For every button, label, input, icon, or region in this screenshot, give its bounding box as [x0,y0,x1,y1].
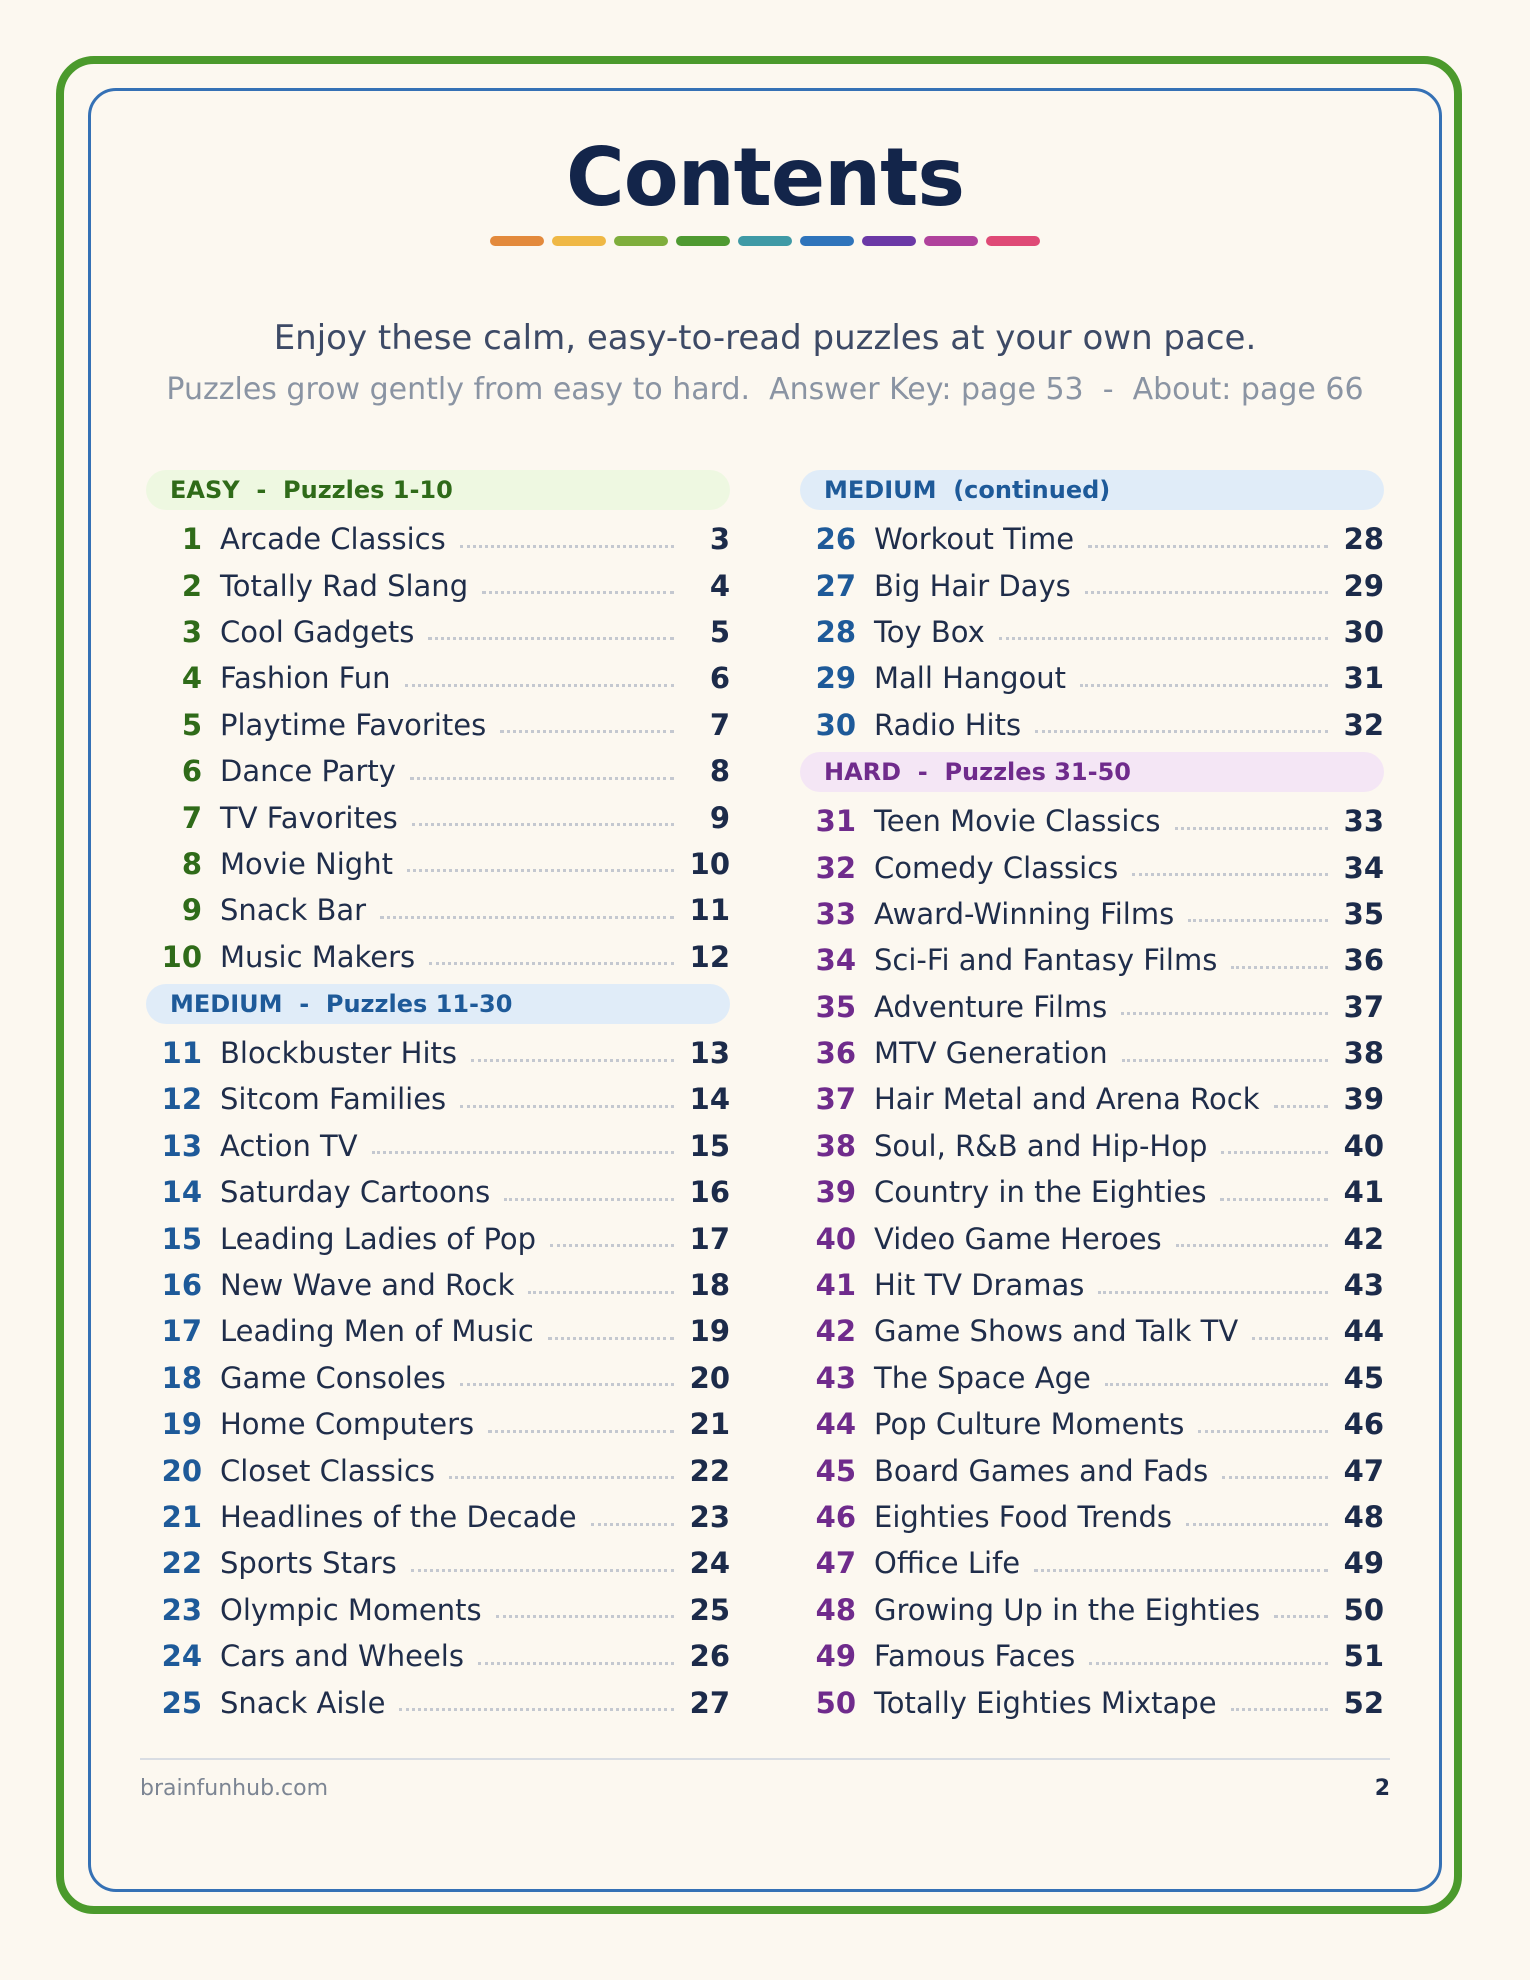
puzzle-number: 20 [161,1453,202,1488]
contents-column-left [146,470,730,1726]
page-number: 10 [689,846,730,881]
toc-entry[interactable] [800,1679,1384,1725]
page-number: 38 [1343,1036,1384,1071]
page-number: 26 [689,1639,730,1674]
dot-leader [399,1708,674,1711]
puzzle-title: MTV Generation [874,1036,1108,1071]
puzzle-title: Leading Ladies of Pop [220,1221,537,1256]
puzzle-number: 13 [161,1128,202,1163]
puzzle-number: 32 [815,850,856,885]
puzzle-title: Office Life [874,1546,1021,1581]
toc-entry[interactable] [146,1401,730,1447]
toc-entry[interactable] [146,1076,730,1122]
page-number: 30 [1343,614,1384,649]
puzzle-title: Closet Classics [220,1453,435,1488]
puzzle-title: Famous Faces [874,1639,1076,1674]
puzzle-number: 21 [161,1500,202,1534]
intro-subline: Puzzles grow gently from easy to hard. Answer Key: page 53 - About: page 66 [166,372,1364,407]
dot-leader [1231,1708,1328,1711]
puzzle-title: Fashion Fun [220,661,391,696]
toc-entry[interactable] [800,1494,1384,1540]
page-number: 22 [689,1453,730,1488]
page-number: 12 [689,939,730,974]
toc-entry[interactable] [800,937,1384,983]
puzzle-title: Adventure Films [874,989,1108,1024]
toc-entry[interactable] [800,844,1384,890]
dot-leader [405,684,674,687]
dot-leader [528,1291,674,1294]
puzzle-title: Sitcom Families [220,1082,447,1117]
page-number: 51 [1343,1639,1384,1674]
puzzle-title: Music Makers [220,939,416,974]
puzzle-number: 14 [161,1175,202,1210]
puzzle-number: 50 [815,1685,856,1720]
toc-entry[interactable] [800,1540,1384,1586]
page-number: 16 [689,1175,730,1210]
page-number: 39 [1343,1082,1384,1117]
dot-leader [1085,591,1328,594]
toc-entry[interactable] [146,794,730,840]
puzzle-number: 38 [815,1128,856,1163]
page-number: 4 [709,568,730,603]
toc-entry[interactable] [800,1355,1384,1401]
page-number: 35 [1343,896,1384,931]
footer-page-number: 2 [1374,1776,1390,1801]
puzzle-title: Blockbuster Hits [220,1036,458,1071]
toc-entry[interactable] [146,1587,730,1633]
puzzle-title: Game Shows and Talk TV [874,1314,1239,1349]
puzzle-title: Sports Stars [220,1546,397,1581]
puzzle-title: Game Consoles [220,1360,446,1395]
puzzle-title: Soul, R&B and Hip-Hop [874,1128,1208,1163]
toc-entry[interactable] [800,1030,1384,1076]
dot-leader [407,869,674,872]
toc-entry[interactable] [146,516,730,562]
page-number: 42 [1343,1221,1384,1256]
puzzle-number: 15 [161,1221,202,1256]
page-number: 13 [689,1036,730,1071]
toc-entry[interactable] [146,655,730,701]
page-number: 36 [1343,943,1384,978]
dot-leader [380,916,674,919]
puzzle-title: Teen Movie Classics [874,804,1161,839]
dot-leader [1198,1430,1328,1433]
puzzle-title: Board Games and Fads [874,1453,1209,1488]
dot-leader [1175,827,1328,830]
section-header-medium-continued: MEDIUM (continued) [800,470,1384,510]
dot-leader [1274,1105,1329,1108]
toc-entry[interactable] [800,1308,1384,1354]
puzzle-title: Home Computers [220,1407,475,1442]
dot-leader [1274,1615,1328,1618]
page-number: 29 [1343,568,1384,603]
page-number: 48 [1343,1500,1384,1534]
toc-entry[interactable] [800,516,1384,562]
puzzle-number: 30 [815,707,856,742]
dot-leader [1222,1476,1328,1479]
dot-leader [460,1105,674,1108]
toc-entry[interactable] [146,1169,730,1215]
dot-leader [372,1151,674,1154]
toc-entry[interactable] [146,841,730,887]
color-swatch [924,236,978,246]
page-number: 44 [1343,1314,1384,1349]
toc-entry[interactable] [146,1262,730,1308]
hard-list [800,798,1384,1726]
medium-list-continued [800,516,1384,748]
dot-leader [1188,919,1328,922]
intro-text: Enjoy these calm, easy-to-read puzzles at your own pace. [273,318,1257,358]
puzzle-number: 34 [815,943,856,978]
puzzle-number: 17 [161,1314,202,1349]
dot-leader [1231,966,1328,969]
puzzle-title: Leading Men of Music [220,1314,534,1349]
dot-leader [1122,1059,1328,1062]
medium-list [146,1030,730,1726]
puzzle-title: Radio Hits [874,707,1022,742]
puzzle-number: 36 [815,1036,856,1071]
puzzle-title: Sci-Fi and Fantasy Films [874,943,1218,978]
dot-leader [548,1337,674,1340]
puzzle-title: Award-Winning Films [874,896,1175,931]
page-number: 8 [709,754,730,789]
puzzle-number: 41 [815,1268,856,1303]
toc-entry[interactable] [800,562,1384,608]
rainbow-divider [490,236,1040,246]
puzzle-number: 12 [161,1082,202,1117]
page-number: 24 [689,1546,730,1581]
page-number: 23 [689,1500,730,1534]
puzzle-title: Comedy Classics [874,850,1119,885]
dot-leader [410,777,674,780]
puzzle-number: 44 [815,1407,856,1442]
color-swatch [800,236,854,246]
page-number: 11 [689,893,730,928]
puzzle-number: 19 [161,1407,202,1442]
puzzle-number: 4 [181,661,202,696]
puzzle-title: New Wave and Rock [220,1268,515,1303]
toc-entry[interactable] [800,1587,1384,1633]
page-number: 34 [1343,850,1384,885]
dot-leader [1105,1383,1328,1386]
dot-leader [504,1198,674,1201]
toc-entry[interactable] [146,1540,730,1586]
puzzle-number: 39 [815,1175,856,1210]
puzzle-title: The Space Age [874,1360,1091,1395]
puzzle-number: 7 [181,800,202,835]
puzzle-title: Hair Metal and Arena Rock [874,1082,1260,1117]
page-number: 47 [1343,1453,1384,1488]
toc-entry[interactable] [146,609,730,655]
color-swatch [738,236,792,246]
puzzle-number: 18 [161,1360,202,1395]
page-number: 3 [709,522,730,557]
dot-leader [460,1383,674,1386]
page-number: 27 [689,1685,730,1720]
puzzle-number: 6 [181,754,202,789]
puzzle-number: 27 [815,568,856,603]
toc-entry[interactable] [800,1169,1384,1215]
toc-entry[interactable] [800,655,1384,701]
page-number: 37 [1343,989,1384,1024]
dot-leader [1221,1151,1328,1154]
page-number: 18 [689,1268,730,1303]
page-number: 6 [709,661,730,696]
page-number: 7 [709,707,730,742]
dot-leader [488,1430,674,1433]
puzzle-title: Mall Hangout [874,661,1066,696]
puzzle-title: Toy Box [874,614,985,649]
dot-leader [460,545,674,548]
dot-leader [1176,1244,1328,1247]
dot-leader [550,1244,674,1247]
puzzle-number: 31 [815,804,856,839]
page-number: 15 [689,1128,730,1163]
puzzle-number: 29 [815,661,856,696]
dot-leader [591,1523,674,1526]
page-number: 32 [1343,707,1384,742]
page-number: 50 [1343,1592,1384,1627]
dot-leader [429,962,674,965]
puzzle-number: 22 [161,1546,202,1581]
toc-entry[interactable] [146,702,730,748]
dot-leader [482,591,674,594]
dot-leader [449,1476,674,1479]
puzzle-number: 47 [815,1546,856,1581]
dot-leader [412,823,674,826]
toc-entry[interactable] [800,1123,1384,1169]
toc-entry[interactable] [800,1401,1384,1447]
puzzle-number: 25 [161,1685,202,1720]
toc-entry[interactable] [146,934,730,980]
dot-leader [496,1615,674,1618]
toc-entry[interactable] [800,891,1384,937]
dot-leader [411,1569,674,1572]
page-number: 19 [689,1314,730,1349]
toc-entry[interactable] [146,1308,730,1354]
color-swatch [614,236,668,246]
page-number: 40 [1343,1128,1384,1163]
puzzle-title: Workout Time [874,522,1075,557]
puzzle-number: 42 [815,1314,856,1349]
toc-entry[interactable] [146,1215,730,1261]
puzzle-number: 48 [815,1592,856,1627]
page-number: 25 [689,1592,730,1627]
dot-leader [500,730,674,733]
puzzle-number: 43 [815,1360,856,1395]
puzzle-number: 26 [815,522,856,557]
puzzle-title: Olympic Moments [220,1592,482,1627]
toc-entry[interactable] [146,887,730,933]
section-header-easy: EASY - Puzzles 1-10 [146,470,730,510]
footer-site: brainfunhub.com [140,1776,329,1801]
page-number: 41 [1343,1175,1384,1210]
color-swatch [490,236,544,246]
dot-leader [1034,1569,1328,1572]
puzzle-number: 24 [161,1639,202,1674]
page-number: 20 [689,1360,730,1395]
puzzle-title: Eighties Food Trends [874,1500,1173,1534]
toc-entry[interactable] [146,1494,730,1540]
page-number: 46 [1343,1407,1384,1442]
puzzle-title: Arcade Classics [220,522,446,557]
puzzle-title: Big Hair Days [874,568,1071,603]
page-number: 49 [1343,1546,1384,1581]
toc-entry[interactable] [146,562,730,608]
dot-leader [1132,873,1328,876]
page-number: 43 [1343,1268,1384,1303]
puzzle-number: 49 [815,1639,856,1674]
puzzle-number: 2 [181,568,202,603]
puzzle-number: 37 [815,1082,856,1117]
toc-entry[interactable] [146,1633,730,1679]
puzzle-title: Hit TV Dramas [874,1268,1085,1303]
page-number: 31 [1343,661,1384,696]
toc-entry[interactable] [146,1679,730,1725]
puzzle-number: 11 [161,1036,202,1071]
toc-entry[interactable] [800,1076,1384,1122]
puzzle-title: Pop Culture Moments [874,1407,1185,1442]
page-number: 9 [709,800,730,835]
dot-leader [1098,1291,1328,1294]
puzzle-title: Dance Party [220,754,396,789]
easy-list [146,516,730,980]
toc-entry[interactable] [146,1447,730,1493]
dot-leader [478,1662,674,1665]
puzzle-title: Cars and Wheels [220,1639,464,1674]
page-number: 52 [1343,1685,1384,1720]
toc-entry[interactable] [800,1215,1384,1261]
toc-entry[interactable] [146,1030,730,1076]
puzzle-title: Action TV [220,1128,358,1163]
puzzle-number: 28 [815,614,856,649]
puzzle-title: Saturday Cartoons [220,1175,491,1210]
dot-leader [1121,1012,1328,1015]
toc-entry[interactable] [146,1355,730,1401]
puzzle-title: Snack Aisle [220,1685,386,1720]
section-header-hard: HARD - Puzzles 31-50 [800,752,1384,792]
puzzle-number: 8 [181,846,202,881]
puzzle-title: Totally Eighties Mixtape [874,1685,1217,1720]
dot-leader [1186,1523,1328,1526]
dot-leader [1080,684,1328,687]
dot-leader [1035,730,1328,733]
toc-entry[interactable] [146,748,730,794]
puzzle-number: 33 [815,896,856,931]
puzzle-title: Totally Rad Slang [220,568,469,603]
puzzle-title: Playtime Favorites [220,707,487,742]
toc-entry[interactable] [800,1262,1384,1308]
toc-entry[interactable] [800,798,1384,844]
puzzle-number: 35 [815,989,856,1024]
page-number: 45 [1343,1360,1384,1395]
footer-divider [140,1758,1390,1760]
puzzle-title: Growing Up in the Eighties [874,1592,1261,1627]
dot-leader [1089,1662,1328,1665]
puzzle-number: 5 [181,707,202,742]
toc-entry[interactable] [800,609,1384,655]
puzzle-title: Video Game Heroes [874,1221,1162,1256]
puzzle-number: 46 [815,1500,856,1534]
color-swatch [552,236,606,246]
page-title: Contents [566,131,964,224]
toc-entry[interactable] [800,1447,1384,1493]
color-swatch [862,236,916,246]
puzzle-number: 40 [815,1221,856,1256]
puzzle-title: Cool Gadgets [220,614,415,649]
puzzle-number: 1 [181,522,202,557]
page-number: 5 [709,614,730,649]
puzzle-number: 9 [181,893,202,928]
puzzle-title: Country in the Eighties [874,1175,1207,1210]
toc-entry[interactable] [800,984,1384,1030]
dot-leader [999,637,1328,640]
contents-column-right [800,470,1384,1726]
dot-leader [1220,1198,1328,1201]
toc-entry[interactable] [800,702,1384,748]
dot-leader [471,1059,674,1062]
puzzle-title: Movie Night [220,846,393,881]
puzzle-number: 3 [181,614,202,649]
puzzle-number: 23 [161,1592,202,1627]
page-number: 21 [689,1407,730,1442]
dot-leader [1252,1337,1328,1340]
dot-leader [1088,545,1328,548]
toc-entry[interactable] [800,1633,1384,1679]
page-number: 14 [689,1082,730,1117]
page-number: 33 [1343,804,1384,839]
toc-entry[interactable] [146,1123,730,1169]
dot-leader [428,637,674,640]
color-swatch [986,236,1040,246]
color-swatch [676,236,730,246]
page-number: 28 [1343,522,1384,557]
puzzle-title: TV Favorites [220,800,398,835]
puzzle-title: Headlines of the Decade [220,1500,577,1534]
puzzle-number: 10 [161,939,202,974]
section-header-medium: MEDIUM - Puzzles 11-30 [146,984,730,1024]
puzzle-number: 45 [815,1453,856,1488]
page-number: 17 [689,1221,730,1256]
puzzle-number: 16 [161,1268,202,1303]
puzzle-title: Snack Bar [220,893,367,928]
